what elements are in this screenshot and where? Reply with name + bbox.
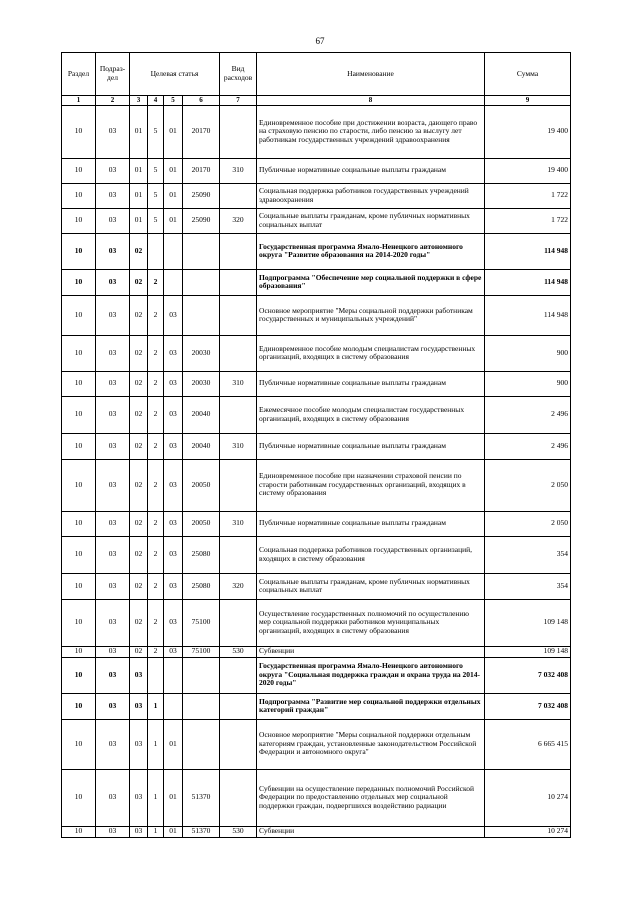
table-body (62, 105, 571, 837)
cs-program-cell: 03 (130, 657, 148, 693)
podrazdel-cell: 03 (96, 657, 130, 693)
vid-rashodov-cell (220, 335, 257, 371)
table-row (62, 295, 571, 335)
podrazdel-cell: 03 (96, 433, 130, 459)
cs-program-cell: 02 (130, 511, 148, 536)
cs-event-cell: 03 (164, 536, 183, 573)
sum-cell: 2 050 (485, 459, 571, 511)
table-row (62, 371, 571, 396)
vid-rashodov-cell (220, 295, 257, 335)
cs-program-cell: 03 (130, 769, 148, 826)
table-row (62, 396, 571, 433)
table-row (62, 573, 571, 599)
podrazdel-cell: 03 (96, 233, 130, 269)
table-row (62, 433, 571, 459)
table-row (62, 646, 571, 657)
column-number: 5 (164, 96, 183, 106)
cs-event-cell: 03 (164, 646, 183, 657)
podrazdel-cell: 03 (96, 183, 130, 208)
cs-event-cell (164, 657, 183, 693)
podrazdel-cell: 03 (96, 719, 130, 769)
sum-cell: 10 274 (485, 826, 571, 837)
vid-rashodov-cell (220, 269, 257, 295)
header-razdel: Раздел (62, 53, 96, 96)
table-row (62, 183, 571, 208)
razdel-cell: 10 (62, 657, 96, 693)
name-cell: Публичные нормативные социальные выплаты гражданам (257, 158, 485, 183)
cs-program-cell: 02 (130, 396, 148, 433)
name-cell: Публичные нормативные социальные выплаты гражданам (257, 433, 485, 459)
podrazdel-cell: 03 (96, 573, 130, 599)
podrazdel-cell: 03 (96, 371, 130, 396)
name-cell: Ежемесячное пособие молодым специалистам государственных организаций, входящих в систему образования (257, 396, 485, 433)
podrazdel-cell: 03 (96, 826, 130, 837)
column-number: 2 (96, 96, 130, 106)
cs-subprogram-cell: 2 (148, 599, 164, 646)
razdel-cell: 10 (62, 295, 96, 335)
cs-direction-cell: 20030 (183, 335, 220, 371)
cs-program-cell: 01 (130, 105, 148, 158)
razdel-cell: 10 (62, 511, 96, 536)
cs-subprogram-cell: 1 (148, 693, 164, 719)
sum-cell: 1 722 (485, 183, 571, 208)
cs-event-cell: 01 (164, 826, 183, 837)
cs-event-cell: 03 (164, 573, 183, 599)
vid-rashodov-cell (220, 599, 257, 646)
name-cell: Осуществление государственных полномочий по осуществлению мер социальной поддержки работников муниципальных организаций, входящих в систему образования (257, 599, 485, 646)
cs-direction-cell: 20050 (183, 459, 220, 511)
vid-rashodov-cell: 530 (220, 826, 257, 837)
cs-program-cell: 02 (130, 646, 148, 657)
table-row (62, 335, 571, 371)
podrazdel-cell: 03 (96, 536, 130, 573)
name-cell: Субвенции на осуществление переданных полномочий Российской Федерации по предоставлению отдельных мер социальной поддержки граждан, подвергшихся воздействию радиации (257, 769, 485, 826)
cs-event-cell (164, 269, 183, 295)
podrazdel-cell: 03 (96, 396, 130, 433)
cs-program-cell: 03 (130, 719, 148, 769)
header-summa: Сумма (485, 53, 571, 96)
table-row (62, 719, 571, 769)
name-cell: Государственная программа Ямало-Ненецкого автономного округа "Развитие образования на 2014-2020 годы" (257, 233, 485, 269)
table-row (62, 769, 571, 826)
cs-subprogram-cell: 2 (148, 511, 164, 536)
sum-cell: 2 496 (485, 396, 571, 433)
razdel-cell: 10 (62, 269, 96, 295)
podrazdel-cell: 03 (96, 208, 130, 233)
vid-rashodov-cell (220, 536, 257, 573)
table-row (62, 599, 571, 646)
razdel-cell: 10 (62, 233, 96, 269)
table-row (62, 459, 571, 511)
vid-rashodov-cell: 530 (220, 646, 257, 657)
vid-rashodov-cell (220, 657, 257, 693)
cs-subprogram-cell: 2 (148, 396, 164, 433)
column-number-row (62, 96, 571, 106)
cs-direction-cell (183, 657, 220, 693)
page-number: 67 (315, 36, 325, 46)
vid-rashodov-cell: 310 (220, 433, 257, 459)
cs-direction-cell: 25080 (183, 573, 220, 599)
cs-direction-cell: 20040 (183, 433, 220, 459)
vid-rashodov-cell (220, 233, 257, 269)
budget-table (61, 52, 571, 838)
vid-rashodov-cell (220, 396, 257, 433)
sum-cell: 19 400 (485, 158, 571, 183)
razdel-cell: 10 (62, 536, 96, 573)
podrazdel-cell: 03 (96, 646, 130, 657)
vid-rashodov-cell: 310 (220, 371, 257, 396)
name-cell: Субвенции (257, 826, 485, 837)
vid-rashodov-cell: 320 (220, 208, 257, 233)
cs-program-cell: 01 (130, 158, 148, 183)
razdel-cell: 10 (62, 371, 96, 396)
name-cell: Социальные выплаты гражданам, кроме публичных нормативных социальных выплат (257, 573, 485, 599)
cs-program-cell: 02 (130, 573, 148, 599)
cs-subprogram-cell: 2 (148, 269, 164, 295)
cs-event-cell: 01 (164, 719, 183, 769)
cs-subprogram-cell (148, 233, 164, 269)
sum-cell: 7 032 408 (485, 657, 571, 693)
cs-event-cell: 03 (164, 371, 183, 396)
header-podrazdel: Подраз- дел (96, 53, 130, 96)
razdel-cell: 10 (62, 826, 96, 837)
cs-program-cell: 02 (130, 371, 148, 396)
cs-event-cell: 03 (164, 459, 183, 511)
column-number: 7 (220, 96, 257, 106)
header-vid-rashodov: Вид расходов (220, 53, 257, 96)
razdel-cell: 10 (62, 599, 96, 646)
podrazdel-cell: 03 (96, 769, 130, 826)
table-row (62, 536, 571, 573)
razdel-cell: 10 (62, 719, 96, 769)
name-cell: Основное мероприятие "Меры социальной поддержки отдельным категориям граждан, установленные законодательством Российской Федерации и автономного округа" (257, 719, 485, 769)
header-celevaya-statya: Целевая статья (130, 53, 220, 96)
sum-cell: 19 400 (485, 105, 571, 158)
cs-direction-cell: 20050 (183, 511, 220, 536)
name-cell: Социальные выплаты гражданам, кроме публичных нормативных социальных выплат (257, 208, 485, 233)
table-row (62, 158, 571, 183)
cs-program-cell: 03 (130, 826, 148, 837)
cs-event-cell: 01 (164, 769, 183, 826)
column-number: 9 (485, 96, 571, 106)
sum-cell: 2 496 (485, 433, 571, 459)
cs-direction-cell (183, 269, 220, 295)
razdel-cell: 10 (62, 335, 96, 371)
cs-subprogram-cell: 5 (148, 105, 164, 158)
razdel-cell: 10 (62, 158, 96, 183)
cs-subprogram-cell: 1 (148, 826, 164, 837)
cs-subprogram-cell: 2 (148, 295, 164, 335)
column-number: 3 (130, 96, 148, 106)
sum-cell: 10 274 (485, 769, 571, 826)
podrazdel-cell: 03 (96, 158, 130, 183)
cs-program-cell: 02 (130, 335, 148, 371)
vid-rashodov-cell (220, 459, 257, 511)
cs-direction-cell (183, 233, 220, 269)
razdel-cell: 10 (62, 769, 96, 826)
cs-subprogram-cell: 2 (148, 536, 164, 573)
razdel-cell: 10 (62, 396, 96, 433)
cs-program-cell: 03 (130, 693, 148, 719)
name-cell: Социальная поддержка работников государственных организаций, входящих в систему образования (257, 536, 485, 573)
vid-rashodov-cell (220, 769, 257, 826)
cs-direction-cell: 75100 (183, 646, 220, 657)
cs-event-cell: 01 (164, 208, 183, 233)
cs-direction-cell: 20170 (183, 158, 220, 183)
cs-subprogram-cell: 2 (148, 646, 164, 657)
cs-direction-cell (183, 693, 220, 719)
podrazdel-cell: 03 (96, 459, 130, 511)
cs-event-cell (164, 693, 183, 719)
name-cell: Подпрограмма "Обеспечение мер социальной поддержки в сфере образования" (257, 269, 485, 295)
cs-direction-cell (183, 719, 220, 769)
sum-cell: 109 148 (485, 646, 571, 657)
table-row (62, 826, 571, 837)
vid-rashodov-cell (220, 105, 257, 158)
cs-event-cell: 03 (164, 396, 183, 433)
cs-program-cell: 01 (130, 183, 148, 208)
sum-cell: 1 722 (485, 208, 571, 233)
vid-rashodov-cell (220, 183, 257, 208)
name-cell: Публичные нормативные социальные выплаты гражданам (257, 371, 485, 396)
cs-subprogram-cell: 2 (148, 459, 164, 511)
cs-direction-cell: 25080 (183, 536, 220, 573)
column-number: 8 (257, 96, 485, 106)
vid-rashodov-cell: 320 (220, 573, 257, 599)
sum-cell: 354 (485, 573, 571, 599)
cs-subprogram-cell: 2 (148, 371, 164, 396)
sum-cell: 6 665 415 (485, 719, 571, 769)
column-number: 4 (148, 96, 164, 106)
name-cell: Социальная поддержка работников государственных учреждений здравоохранения (257, 183, 485, 208)
podrazdel-cell: 03 (96, 269, 130, 295)
cs-subprogram-cell: 1 (148, 719, 164, 769)
cs-direction-cell: 75100 (183, 599, 220, 646)
name-cell: Публичные нормативные социальные выплаты гражданам (257, 511, 485, 536)
sum-cell: 109 148 (485, 599, 571, 646)
sum-cell: 114 948 (485, 269, 571, 295)
cs-event-cell (164, 233, 183, 269)
vid-rashodov-cell (220, 719, 257, 769)
cs-direction-cell: 20030 (183, 371, 220, 396)
cs-subprogram-cell (148, 657, 164, 693)
cs-event-cell: 03 (164, 511, 183, 536)
name-cell: Подпрограмма "Развитие мер социальной поддержки отдельных категорий граждан" (257, 693, 485, 719)
table-row (62, 233, 571, 269)
sum-cell: 7 032 408 (485, 693, 571, 719)
column-number: 1 (62, 96, 96, 106)
razdel-cell: 10 (62, 693, 96, 719)
name-cell: Государственная программа Ямало-Ненецкого автономного округа "Социальная поддержка граждан и охрана труда на 2014-2020 годы" (257, 657, 485, 693)
vid-rashodov-cell: 310 (220, 511, 257, 536)
sum-cell: 900 (485, 371, 571, 396)
name-cell: Единовременное пособие при достижении возраста, дающего право на страховую пенсию по старости, либо пенсию за выслугу лет работникам государственных учреждений здравоохранения (257, 105, 485, 158)
table-row (62, 657, 571, 693)
cs-event-cell: 03 (164, 335, 183, 371)
cs-event-cell: 01 (164, 105, 183, 158)
cs-subprogram-cell: 5 (148, 208, 164, 233)
cs-direction-cell: 51370 (183, 769, 220, 826)
cs-event-cell: 01 (164, 158, 183, 183)
sum-cell: 114 948 (485, 295, 571, 335)
sum-cell: 2 050 (485, 511, 571, 536)
cs-subprogram-cell: 2 (148, 335, 164, 371)
vid-rashodov-cell: 310 (220, 158, 257, 183)
cs-event-cell: 03 (164, 433, 183, 459)
sum-cell: 900 (485, 335, 571, 371)
sum-cell: 114 948 (485, 233, 571, 269)
cs-event-cell: 01 (164, 183, 183, 208)
table-row (62, 208, 571, 233)
cs-subprogram-cell: 5 (148, 158, 164, 183)
cs-direction-cell (183, 295, 220, 335)
podrazdel-cell: 03 (96, 599, 130, 646)
name-cell: Единовременное пособие при назначении страховой пенсии по старости работникам государственных организаций, входящих в систему образования (257, 459, 485, 511)
cs-subprogram-cell: 2 (148, 573, 164, 599)
cs-program-cell: 02 (130, 269, 148, 295)
table-row (62, 693, 571, 719)
podrazdel-cell: 03 (96, 511, 130, 536)
cs-subprogram-cell: 1 (148, 769, 164, 826)
podrazdel-cell: 03 (96, 295, 130, 335)
name-cell: Субвенции (257, 646, 485, 657)
cs-direction-cell: 51370 (183, 826, 220, 837)
cs-program-cell: 02 (130, 536, 148, 573)
razdel-cell: 10 (62, 208, 96, 233)
cs-program-cell: 02 (130, 599, 148, 646)
cs-program-cell: 02 (130, 433, 148, 459)
razdel-cell: 10 (62, 105, 96, 158)
razdel-cell: 10 (62, 433, 96, 459)
cs-event-cell: 03 (164, 599, 183, 646)
cs-direction-cell: 20040 (183, 396, 220, 433)
razdel-cell: 10 (62, 646, 96, 657)
name-cell: Основное мероприятие "Меры социальной поддержки работникам государственных и муниципальных учреждений" (257, 295, 485, 335)
razdel-cell: 10 (62, 573, 96, 599)
column-number: 6 (183, 96, 220, 106)
podrazdel-cell: 03 (96, 105, 130, 158)
name-cell: Единовременное пособие молодым специалистам государственных организаций, входящих в систему образования (257, 335, 485, 371)
cs-subprogram-cell: 5 (148, 183, 164, 208)
table-row (62, 511, 571, 536)
cs-event-cell: 03 (164, 295, 183, 335)
cs-program-cell: 02 (130, 295, 148, 335)
podrazdel-cell: 03 (96, 335, 130, 371)
sum-cell: 354 (485, 536, 571, 573)
cs-program-cell: 01 (130, 208, 148, 233)
podrazdel-cell: 03 (96, 693, 130, 719)
table-row (62, 269, 571, 295)
cs-program-cell: 02 (130, 233, 148, 269)
razdel-cell: 10 (62, 459, 96, 511)
table-row (62, 105, 571, 158)
cs-program-cell: 02 (130, 459, 148, 511)
vid-rashodov-cell (220, 693, 257, 719)
cs-direction-cell: 25090 (183, 208, 220, 233)
header-naimenovanie: Наименование (257, 53, 485, 96)
razdel-cell: 10 (62, 183, 96, 208)
cs-subprogram-cell: 2 (148, 433, 164, 459)
cs-direction-cell: 25090 (183, 183, 220, 208)
cs-direction-cell: 20170 (183, 105, 220, 158)
